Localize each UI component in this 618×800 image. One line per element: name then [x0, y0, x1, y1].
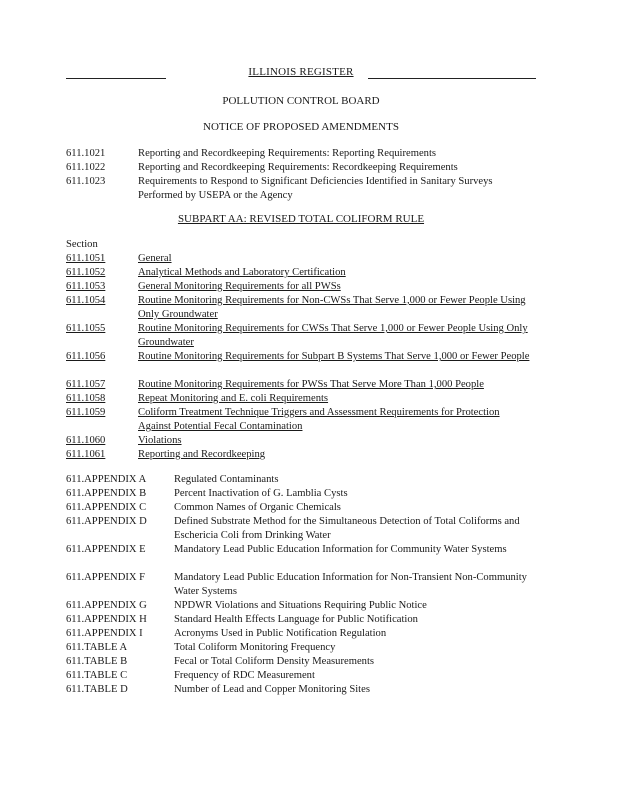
appendix-title: Defined Substrate Method for the Simultaneous Detection of Total Coliforms and Eschericia Coli from Drinking Water: [174, 516, 520, 541]
table-title: Total Coliform Monitoring Frequency: [174, 642, 336, 653]
section-number: 611.1021: [66, 148, 106, 159]
table-title: Number of Lead and Copper Monitoring Sites: [174, 684, 370, 695]
subpart-section-number: 611.1057: [66, 379, 106, 390]
subpart-section-title: Routine Monitoring Requirements for Subpart B Systems That Serve 1,000 or Fewer People: [138, 351, 530, 362]
appendix-title: Standard Health Effects Language for Public Notification: [174, 614, 418, 625]
subpart-section-title: Routine Monitoring Requirements for Non-CWSs That Serve 1,000 or Fewer People Using Only Groundwater: [138, 295, 526, 320]
subpart-heading: SUBPART AA: REVISED TOTAL COLIFORM RULE: [177, 213, 425, 225]
appendix-title: Acronyms Used in Public Notification Regulation: [174, 628, 387, 639]
subpart-section-number: 611.1056: [66, 351, 106, 362]
table-number: 611.TABLE C: [66, 670, 128, 681]
appendix-number: 611.APPENDIX B: [66, 488, 147, 499]
table-number: 611.TABLE D: [66, 684, 128, 695]
subpart-section-title: Routine Monitoring Requirements for CWSs That Serve 1,000 or Fewer People Using Only Groundwater: [138, 323, 528, 348]
appendix-number: 611.APPENDIX A: [66, 474, 147, 485]
appendix-title: NPDWR Violations and Situations Requiring Public Notice: [174, 600, 427, 611]
appendix-number: 611.APPENDIX E: [66, 544, 146, 555]
board-name: POLLUTION CONTROL BOARD: [222, 95, 380, 107]
subpart-section-title: Routine Monitoring Requirements for PWSs That Serve More Than 1,000 People: [138, 379, 484, 390]
subpart-section-number: 611.1054: [66, 295, 106, 306]
section-title: Reporting and Recordkeeping Requirements: Reporting Requirements: [138, 148, 437, 159]
appendix-number: 611.APPENDIX F: [66, 572, 146, 583]
section-number: 611.1022: [66, 162, 106, 173]
section-title: Reporting and Recordkeeping Requirements: Recordkeeping Requirements: [138, 162, 458, 173]
register-title: ILLINOIS REGISTER: [248, 66, 354, 78]
subpart-section-number: 611.1060: [66, 435, 106, 446]
appendix-number: 611.APPENDIX G: [66, 600, 147, 611]
header-rule-right: [368, 78, 536, 79]
register-header: [66, 66, 536, 82]
subpart-section-number: 611.1061: [66, 449, 106, 460]
table-number: 611.TABLE A: [66, 642, 128, 653]
appendix-number: 611.APPENDIX I: [66, 628, 143, 639]
subpart-section-title: Coliform Treatment Technique Triggers and Assessment Requirements for Protection Against Potential Fecal Contamination: [138, 407, 500, 432]
subpart-section-title: Analytical Methods and Laboratory Certification: [138, 267, 346, 278]
subpart-section-number: 611.1053: [66, 281, 106, 292]
table-title: Frequency of RDC Measurement: [174, 670, 315, 681]
subpart-section-title: Reporting and Recordkeeping: [138, 449, 266, 460]
appendix-title: Mandatory Lead Public Education Information for Community Water Systems: [174, 544, 507, 555]
section-number: 611.1023: [66, 176, 106, 187]
appendix-title: Mandatory Lead Public Education Information for Non-Transient Non-Community Water Systems: [174, 572, 527, 597]
subpart-section-number: 611.1055: [66, 323, 106, 334]
subpart-section-title: General: [138, 253, 172, 264]
subpart-section-number: 611.1059: [66, 407, 106, 418]
appendix-title: Regulated Contaminants: [174, 474, 279, 485]
appendix-number: 611.APPENDIX H: [66, 614, 147, 625]
appendix-title: Percent Inactivation of G. Lamblia Cysts: [174, 488, 348, 499]
subpart-section-title: General Monitoring Requirements for all PWSs: [138, 281, 341, 292]
appendix-number: 611.APPENDIX D: [66, 516, 147, 527]
notice-title: NOTICE OF PROPOSED AMENDMENTS: [203, 121, 399, 133]
appendix-number: 611.APPENDIX C: [66, 502, 147, 513]
table-number: 611.TABLE B: [66, 656, 128, 667]
subpart-section-title: Repeat Monitoring and E. coli Requirements: [138, 393, 329, 404]
subpart-section-title: Violations: [138, 435, 182, 446]
section-column-label: Section: [66, 239, 98, 250]
section-title: Requirements to Respond to Significant Deficiencies Identified in Sanitary Surveys Performed by USEPA or the Agency: [138, 176, 493, 201]
subpart-section-number: 611.1051: [66, 253, 106, 264]
subpart-section-number: 611.1052: [66, 267, 106, 278]
table-title: Fecal or Total Coliform Density Measurements: [174, 656, 375, 667]
appendix-title: Common Names of Organic Chemicals: [174, 502, 341, 513]
subpart-section-number: 611.1058: [66, 393, 106, 404]
